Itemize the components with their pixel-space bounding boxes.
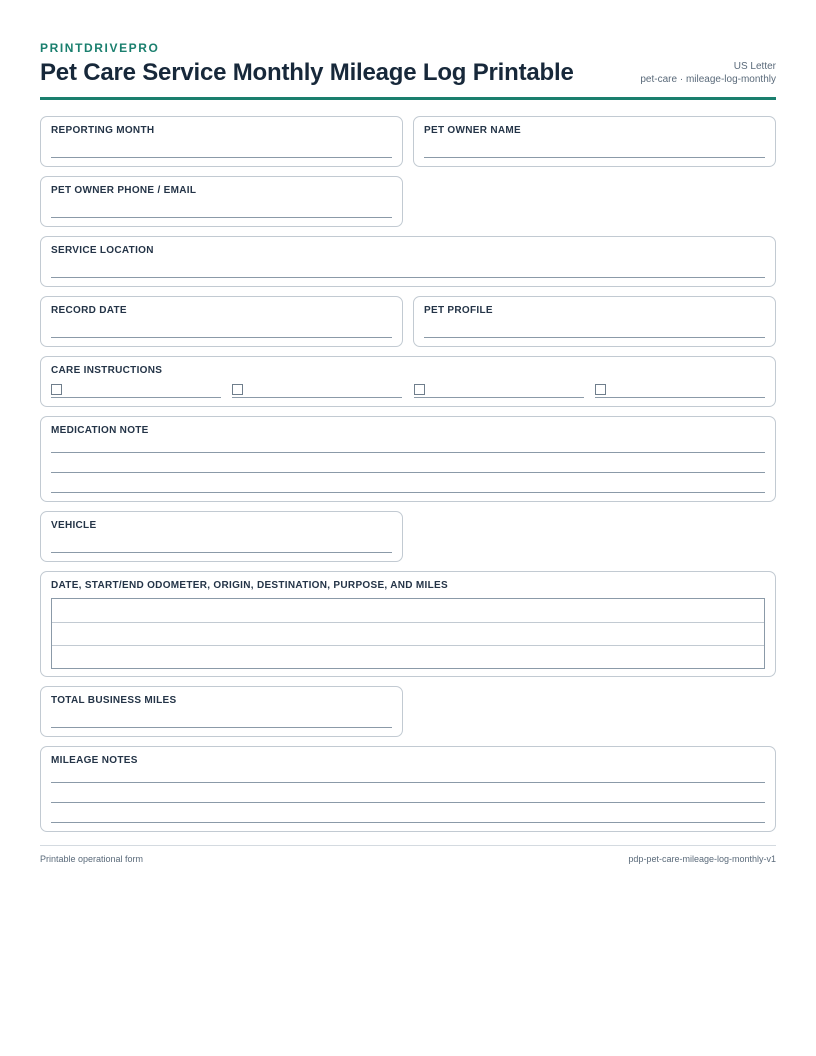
pet-owner-contact-label: PET OWNER PHONE / EMAIL xyxy=(51,185,197,196)
page-meta xyxy=(640,60,776,86)
pet-owner-contact-field xyxy=(40,176,403,227)
care-instruction-checkbox[interactable] xyxy=(595,384,606,395)
form-page xyxy=(40,0,776,1056)
pet-profile-input-line[interactable] xyxy=(424,337,765,338)
page-title: Pet Care Service Monthly Mileage Log Printable xyxy=(40,59,574,86)
reporting-month-input-line[interactable] xyxy=(51,157,392,158)
care-instruction-checkbox[interactable] xyxy=(414,384,425,395)
footer-description: Printable operational form xyxy=(40,854,144,864)
total-business-miles-field xyxy=(40,686,403,737)
mileage-notes-line[interactable] xyxy=(51,782,765,783)
trip-log-table xyxy=(51,598,765,669)
care-instruction-line[interactable] xyxy=(232,397,402,398)
mileage-notes-label: MILEAGE NOTES xyxy=(51,755,138,766)
care-instruction-checkbox[interactable] xyxy=(51,384,62,395)
care-instruction-line[interactable] xyxy=(595,397,765,398)
brand-name: PRINTDRIVEPRO xyxy=(40,41,160,55)
total-business-miles-input-line[interactable] xyxy=(51,727,392,728)
care-instruction-item xyxy=(414,383,584,397)
form-category: pet-care · mileage-log-monthly xyxy=(640,74,776,85)
reporting-month-field xyxy=(40,116,403,167)
mileage-notes-line[interactable] xyxy=(51,802,765,803)
mileage-notes-field xyxy=(40,746,776,832)
medication-note-line[interactable] xyxy=(51,452,765,453)
trip-log-field xyxy=(40,571,776,677)
record-date-label: RECORD DATE xyxy=(51,305,127,316)
care-instruction-item xyxy=(51,383,221,397)
service-location-label: SERVICE LOCATION xyxy=(51,245,154,256)
service-location-field xyxy=(40,236,776,287)
pet-profile-label: PET PROFILE xyxy=(424,305,493,316)
footer-rule xyxy=(40,845,776,846)
pet-owner-name-label: PET OWNER NAME xyxy=(424,125,521,136)
service-location-input-line[interactable] xyxy=(51,277,765,278)
trip-log-label: DATE, START/END ODOMETER, ORIGIN, DESTINATION, PURPOSE, AND MILES xyxy=(51,580,448,591)
medication-note-line[interactable] xyxy=(51,492,765,493)
care-instruction-item xyxy=(232,383,402,397)
care-instruction-checkbox[interactable] xyxy=(232,384,243,395)
medication-note-label: MEDICATION NOTE xyxy=(51,425,149,436)
mileage-notes-line[interactable] xyxy=(51,822,765,823)
record-date-field xyxy=(40,296,403,347)
care-instructions-field xyxy=(40,356,776,407)
pet-owner-name-input-line[interactable] xyxy=(424,157,765,158)
reporting-month-label: REPORTING MONTH xyxy=(51,125,155,136)
vehicle-field xyxy=(40,511,403,562)
vehicle-label: VEHICLE xyxy=(51,520,97,531)
footer-form-id: pdp-pet-care-mileage-log-monthly-v1 xyxy=(628,854,776,864)
pet-owner-name-field xyxy=(413,116,776,167)
paper-size: US Letter xyxy=(733,61,776,72)
record-date-input-line[interactable] xyxy=(51,337,392,338)
care-instructions-label: CARE INSTRUCTIONS xyxy=(51,365,163,376)
care-instruction-line[interactable] xyxy=(414,397,584,398)
header-rule xyxy=(40,97,776,100)
pet-owner-contact-input-line[interactable] xyxy=(51,217,392,218)
table-row-divider xyxy=(52,622,764,623)
page-header xyxy=(40,0,776,101)
vehicle-input-line[interactable] xyxy=(51,552,392,553)
medication-note-field xyxy=(40,416,776,502)
care-instruction-line[interactable] xyxy=(51,397,221,398)
table-row-divider xyxy=(52,645,764,646)
medication-note-line[interactable] xyxy=(51,472,765,473)
care-instruction-item xyxy=(595,383,765,397)
pet-profile-field xyxy=(413,296,776,347)
total-business-miles-label: TOTAL BUSINESS MILES xyxy=(51,695,177,706)
